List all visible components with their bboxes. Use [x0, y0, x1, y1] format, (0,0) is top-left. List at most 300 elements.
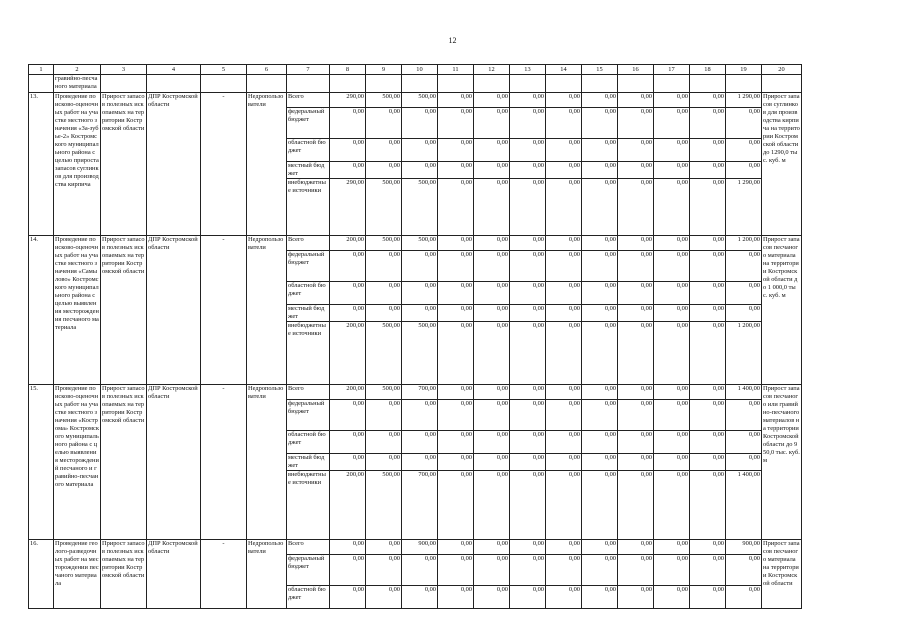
table-row	[29, 236, 802, 251]
amount-cell: 200,00	[330, 385, 366, 400]
amount-cell: 0,00	[474, 385, 510, 400]
program-table	[28, 64, 802, 609]
amount-cell: 0,00	[402, 305, 438, 322]
amount-cell: 0,00	[366, 139, 402, 162]
empty-cell	[330, 75, 366, 93]
amount-cell: 0,00	[690, 93, 726, 108]
co-executor: -	[201, 236, 247, 385]
header-row	[29, 65, 802, 75]
empty-cell	[366, 75, 402, 93]
amount-cell: 0,00	[510, 431, 546, 454]
amount-cell: 0,00	[654, 454, 690, 471]
amount-cell: 0,00	[510, 305, 546, 322]
participants: Недропользователи	[247, 236, 287, 385]
amount-cell: 0,00	[546, 471, 582, 540]
amount-cell: 0,00	[474, 93, 510, 108]
row-number: 14.	[29, 236, 54, 385]
amount-cell: 0,00	[474, 251, 510, 282]
column-number: 20	[762, 65, 802, 75]
column-number: 2	[54, 65, 101, 75]
amount-cell: 0,00	[546, 93, 582, 108]
amount-cell: 0,00	[690, 540, 726, 555]
amount-cell: 0,00	[654, 305, 690, 322]
funding-source: местный бюджет	[287, 162, 330, 179]
empty-cell	[618, 75, 654, 93]
amount-cell: 0,00	[438, 431, 474, 454]
amount-cell: 0,00	[582, 322, 618, 385]
amount-cell: 0,00	[330, 162, 366, 179]
amount-cell: 0,00	[582, 282, 618, 305]
amount-cell: 0,00	[474, 322, 510, 385]
amount-cell: 0,00	[582, 251, 618, 282]
amount-cell: 0,00	[690, 322, 726, 385]
amount-cell: 0,00	[510, 236, 546, 251]
amount-cell: 900,00	[726, 540, 762, 555]
amount-cell: 0,00	[726, 251, 762, 282]
amount-cell: 200,00	[330, 236, 366, 251]
amount-cell: 0,00	[474, 555, 510, 586]
amount-cell: 0,00	[546, 162, 582, 179]
measure-goal: Прирост запасов полезных ископаемых на территории Костромской области	[101, 93, 147, 236]
amount-cell: 0,00	[582, 400, 618, 431]
amount-cell: 0,00	[366, 586, 402, 609]
amount-cell: 0,00	[618, 471, 654, 540]
measure-title: Проведение поисково-оценочных работ на участке местного значения «Самылово» Костромского муниципального района с целью выявления месторождения песчаного материала	[54, 236, 101, 385]
measure-goal: Прирост запасов полезных ископаемых на территории Костромской области	[101, 236, 147, 385]
amount-cell: 0,00	[438, 179, 474, 236]
column-number: 6	[247, 65, 287, 75]
amount-cell: 0,00	[510, 108, 546, 139]
amount-cell: 0,00	[546, 322, 582, 385]
column-number: 4	[147, 65, 201, 75]
amount-cell: 0,00	[582, 305, 618, 322]
measure-title: Проведение геолого-разведочных работ на месторождении песчаного материала	[54, 540, 101, 609]
column-number: 18	[690, 65, 726, 75]
amount-cell: 0,00	[582, 431, 618, 454]
amount-cell: 0,00	[510, 454, 546, 471]
amount-cell: 0,00	[366, 540, 402, 555]
amount-cell: 0,00	[402, 139, 438, 162]
amount-cell: 0,00	[330, 586, 366, 609]
amount-cell: 500,00	[366, 322, 402, 385]
amount-cell: 0,00	[438, 586, 474, 609]
amount-cell: 0,00	[510, 251, 546, 282]
funding-source: федеральный бюджет	[287, 400, 330, 431]
amount-cell: 0,00	[690, 305, 726, 322]
amount-cell: 0,00	[510, 400, 546, 431]
amount-cell: 0,00	[654, 162, 690, 179]
amount-cell: 0,00	[690, 282, 726, 305]
amount-cell: 0,00	[510, 555, 546, 586]
amount-cell: 0,00	[402, 555, 438, 586]
amount-cell: 0,00	[546, 555, 582, 586]
amount-cell: 0,00	[366, 305, 402, 322]
amount-cell: 0,00	[582, 139, 618, 162]
amount-cell: 0,00	[618, 555, 654, 586]
amount-cell: 0,00	[690, 586, 726, 609]
amount-cell: 0,00	[654, 93, 690, 108]
amount-cell: 0,00	[366, 162, 402, 179]
amount-cell: 0,00	[510, 139, 546, 162]
amount-cell: 500,00	[366, 93, 402, 108]
amount-cell: 0,00	[438, 305, 474, 322]
amount-cell: 0,00	[474, 139, 510, 162]
amount-cell: 0,00	[690, 251, 726, 282]
funding-source: федеральный бюджет	[287, 108, 330, 139]
column-number: 14	[546, 65, 582, 75]
amount-cell: 0,00	[618, 400, 654, 431]
amount-cell: 500,00	[366, 385, 402, 400]
amount-cell: 0,00	[546, 282, 582, 305]
amount-cell: 0,00	[726, 555, 762, 586]
column-number: 1	[29, 65, 54, 75]
column-number: 13	[510, 65, 546, 75]
amount-cell: 0,00	[654, 385, 690, 400]
amount-cell: 0,00	[474, 454, 510, 471]
amount-cell: 0,00	[654, 236, 690, 251]
table-row	[29, 385, 802, 400]
table-row	[29, 93, 802, 108]
amount-cell: 0,00	[690, 236, 726, 251]
amount-cell: 0,00	[546, 385, 582, 400]
empty-cell	[474, 75, 510, 93]
amount-cell: 0,00	[438, 108, 474, 139]
amount-cell: 0,00	[618, 251, 654, 282]
amount-cell: 0,00	[474, 400, 510, 431]
empty-cell	[402, 75, 438, 93]
amount-cell: 1 400,00	[726, 385, 762, 400]
amount-cell: 200,00	[330, 471, 366, 540]
amount-cell: 0,00	[690, 179, 726, 236]
amount-cell: 0,00	[618, 139, 654, 162]
funding-source: областной бюджет	[287, 431, 330, 454]
amount-cell: 0,00	[438, 93, 474, 108]
empty-cell	[690, 75, 726, 93]
funding-source: местный бюджет	[287, 305, 330, 322]
amount-cell: 0,00	[510, 93, 546, 108]
amount-cell: 0,00	[546, 236, 582, 251]
column-number: 10	[402, 65, 438, 75]
empty-cell	[726, 75, 762, 93]
funding-source: Всего	[287, 540, 330, 555]
amount-cell: 0,00	[618, 431, 654, 454]
amount-cell: 0,00	[402, 400, 438, 431]
funding-source: областной бюджет	[287, 282, 330, 305]
amount-cell: 0,00	[726, 305, 762, 322]
amount-cell: 0,00	[726, 139, 762, 162]
amount-cell: 0,00	[618, 236, 654, 251]
amount-cell: 0,00	[330, 454, 366, 471]
amount-cell: 0,00	[618, 586, 654, 609]
amount-cell: 0,00	[438, 471, 474, 540]
amount-cell: 0,00	[582, 385, 618, 400]
amount-cell: 0,00	[366, 431, 402, 454]
amount-cell: 0,00	[438, 540, 474, 555]
amount-cell: 0,00	[546, 400, 582, 431]
executor: ДПР Костромской области	[147, 236, 201, 385]
column-number: 16	[618, 65, 654, 75]
page-number: 12	[448, 36, 457, 45]
amount-cell: 500,00	[402, 236, 438, 251]
amount-cell: 0,00	[582, 236, 618, 251]
amount-cell: 0,00	[510, 385, 546, 400]
funding-source: местный бюджет	[287, 454, 330, 471]
amount-cell: 0,00	[654, 540, 690, 555]
amount-cell: 0,00	[654, 586, 690, 609]
amount-cell: 0,00	[654, 282, 690, 305]
executor: ДПР Костромской области	[147, 540, 201, 609]
amount-cell: 0,00	[582, 454, 618, 471]
amount-cell: 0,00	[618, 93, 654, 108]
empty-cell	[510, 75, 546, 93]
measure-goal: Прирост запасов полезных ископаемых на территории Костромской области	[101, 540, 147, 609]
amount-cell: 0,00	[438, 454, 474, 471]
empty-cell	[247, 75, 287, 93]
amount-cell: 0,00	[618, 454, 654, 471]
measure-goal: Прирост запасов полезных ископаемых на территории Костромской области	[101, 385, 147, 540]
amount-cell: 0,00	[438, 251, 474, 282]
amount-cell: 0,00	[654, 108, 690, 139]
amount-cell: 0,00	[726, 431, 762, 454]
amount-cell: 500,00	[366, 236, 402, 251]
empty-cell	[438, 75, 474, 93]
amount-cell: 0,00	[726, 162, 762, 179]
amount-cell: 0,00	[690, 385, 726, 400]
amount-cell: 0,00	[402, 431, 438, 454]
amount-cell: 0,00	[654, 251, 690, 282]
amount-cell: 290,00	[330, 93, 366, 108]
amount-cell: 500,00	[402, 179, 438, 236]
amount-cell: 0,00	[510, 322, 546, 385]
column-number: 19	[726, 65, 762, 75]
amount-cell: 700,00	[402, 471, 438, 540]
empty-cell	[654, 75, 690, 93]
amount-cell: 0,00	[546, 251, 582, 282]
amount-cell: 0,00	[510, 179, 546, 236]
co-executor: -	[201, 93, 247, 236]
amount-cell: 0,00	[474, 179, 510, 236]
measure-title: Проведение поисково-оценочных работ на участке местного значения «Кострома» Костромского муниципального района с целью выявления месторождений песчаного и гравийно-песчаного материала	[54, 385, 101, 540]
co-executor: -	[201, 540, 247, 609]
amount-cell: 0,00	[366, 282, 402, 305]
empty-cell	[762, 75, 802, 93]
column-number: 17	[654, 65, 690, 75]
amount-cell: 0,00	[330, 139, 366, 162]
amount-cell: 1 400,00	[726, 471, 762, 540]
amount-cell: 0,00	[690, 139, 726, 162]
amount-cell: 0,00	[330, 282, 366, 305]
amount-cell: 0,00	[330, 400, 366, 431]
amount-cell: 0,00	[402, 282, 438, 305]
amount-cell: 0,00	[618, 322, 654, 385]
amount-cell: 0,00	[438, 236, 474, 251]
amount-cell: 0,00	[330, 108, 366, 139]
amount-cell: 0,00	[510, 282, 546, 305]
amount-cell: 0,00	[438, 385, 474, 400]
amount-cell: 0,00	[726, 586, 762, 609]
funding-source: областной бюджет	[287, 586, 330, 609]
amount-cell: 0,00	[438, 555, 474, 586]
amount-cell: 0,00	[330, 555, 366, 586]
expected-result: Прирост запасов песчаного материала на территории Костромской области	[762, 540, 802, 609]
co-executor: -	[201, 385, 247, 540]
funding-source: внебюджетные источники	[287, 471, 330, 540]
amount-cell: 0,00	[690, 454, 726, 471]
amount-cell: 0,00	[546, 179, 582, 236]
amount-cell: 290,00	[330, 179, 366, 236]
amount-cell: 900,00	[402, 540, 438, 555]
participants: Недропользователи	[247, 93, 287, 236]
amount-cell: 0,00	[366, 555, 402, 586]
amount-cell: 0,00	[546, 139, 582, 162]
amount-cell: 0,00	[582, 471, 618, 540]
amount-cell: 0,00	[618, 540, 654, 555]
amount-cell: 0,00	[402, 251, 438, 282]
empty-cell	[201, 75, 247, 93]
empty-cell	[546, 75, 582, 93]
funding-source: областной бюджет	[287, 139, 330, 162]
amount-cell: 0,00	[474, 586, 510, 609]
amount-cell: 0,00	[618, 108, 654, 139]
amount-cell: 0,00	[474, 236, 510, 251]
amount-cell: 1 200,00	[726, 236, 762, 251]
empty-cell	[147, 75, 201, 93]
amount-cell: 0,00	[582, 540, 618, 555]
amount-cell: 0,00	[654, 431, 690, 454]
executor: ДПР Костромской области	[147, 93, 201, 236]
amount-cell: 0,00	[546, 305, 582, 322]
amount-cell: 0,00	[474, 305, 510, 322]
table-row	[29, 540, 802, 555]
amount-cell: 0,00	[726, 454, 762, 471]
amount-cell: 0,00	[474, 108, 510, 139]
amount-cell: 700,00	[402, 385, 438, 400]
empty-cell	[101, 75, 147, 93]
empty-cell	[582, 75, 618, 93]
amount-cell: 500,00	[402, 93, 438, 108]
amount-cell: 1 290,00	[726, 93, 762, 108]
amount-cell: 0,00	[726, 282, 762, 305]
participants: Недропользователи	[247, 385, 287, 540]
funding-source: Всего	[287, 385, 330, 400]
expected-result: Прирост запасов песчаного материала на территории Костромской области до 1 000,0 тыс. куб. м	[762, 236, 802, 385]
amount-cell: 0,00	[438, 282, 474, 305]
column-number: 11	[438, 65, 474, 75]
amount-cell: 0,00	[690, 162, 726, 179]
column-number: 15	[582, 65, 618, 75]
amount-cell: 0,00	[690, 431, 726, 454]
measure-title: Проведение поисково-оценочных работ на участке местного значения «За-зубье-2» Костромского муниципального района с целью прироста запасов суглинков для производства кирпича	[54, 93, 101, 236]
funding-source: Всего	[287, 236, 330, 251]
amount-cell: 0,00	[366, 108, 402, 139]
amount-cell: 0,00	[474, 431, 510, 454]
amount-cell: 0,00	[618, 305, 654, 322]
column-number: 12	[474, 65, 510, 75]
amount-cell: 0,00	[546, 108, 582, 139]
amount-cell: 0,00	[438, 162, 474, 179]
amount-cell: 0,00	[438, 139, 474, 162]
amount-cell: 0,00	[654, 555, 690, 586]
amount-cell: 0,00	[546, 454, 582, 471]
column-number: 7	[287, 65, 330, 75]
amount-cell: 0,00	[654, 471, 690, 540]
amount-cell: 0,00	[726, 400, 762, 431]
amount-cell: 0,00	[690, 471, 726, 540]
amount-cell: 0,00	[618, 385, 654, 400]
amount-cell: 500,00	[366, 471, 402, 540]
amount-cell: 0,00	[582, 586, 618, 609]
amount-cell: 0,00	[330, 305, 366, 322]
expected-result: Прирост запасов песчаного или гравийно-песчаного материалов на территории Костромской области до 950,0 тыс. куб. м	[762, 385, 802, 540]
empty-cell	[287, 75, 330, 93]
funding-source: внебюджетные источники	[287, 322, 330, 385]
amount-cell: 0,00	[330, 251, 366, 282]
amount-cell: 0,00	[726, 108, 762, 139]
funding-source: федеральный бюджет	[287, 555, 330, 586]
amount-cell: 0,00	[402, 586, 438, 609]
amount-cell: 0,00	[654, 322, 690, 385]
amount-cell: 0,00	[618, 282, 654, 305]
funding-source: федеральный бюджет	[287, 251, 330, 282]
amount-cell: 0,00	[366, 400, 402, 431]
amount-cell: 0,00	[474, 282, 510, 305]
continuation-row	[29, 75, 802, 93]
amount-cell: 0,00	[582, 108, 618, 139]
amount-cell: 0,00	[582, 179, 618, 236]
amount-cell: 0,00	[690, 108, 726, 139]
amount-cell: 200,00	[330, 322, 366, 385]
column-number: 3	[101, 65, 147, 75]
continuation-text: гравийно-песчаного материала	[54, 75, 101, 93]
amount-cell: 0,00	[510, 162, 546, 179]
amount-cell: 0,00	[546, 431, 582, 454]
column-number: 9	[366, 65, 402, 75]
amount-cell: 0,00	[438, 400, 474, 431]
amount-cell: 0,00	[690, 555, 726, 586]
row-number: 16.	[29, 540, 54, 609]
amount-cell: 0,00	[690, 400, 726, 431]
amount-cell: 0,00	[510, 586, 546, 609]
amount-cell: 0,00	[582, 555, 618, 586]
amount-cell: 500,00	[366, 179, 402, 236]
amount-cell: 0,00	[654, 400, 690, 431]
amount-cell: 0,00	[474, 162, 510, 179]
amount-cell: 0,00	[330, 540, 366, 555]
amount-cell: 0,00	[402, 162, 438, 179]
amount-cell: 500,00	[402, 322, 438, 385]
amount-cell: 0,00	[330, 431, 366, 454]
funding-source: внебюджетные источники	[287, 179, 330, 236]
amount-cell: 0,00	[618, 162, 654, 179]
empty-cell	[29, 75, 54, 93]
amount-cell: 0,00	[402, 454, 438, 471]
amount-cell: 0,00	[582, 93, 618, 108]
executor: ДПР Костромской области	[147, 385, 201, 540]
amount-cell: 0,00	[366, 454, 402, 471]
amount-cell: 0,00	[474, 471, 510, 540]
amount-cell: 1 200,00	[726, 322, 762, 385]
amount-cell: 0,00	[510, 540, 546, 555]
amount-cell: 1 290,00	[726, 179, 762, 236]
column-number: 8	[330, 65, 366, 75]
column-number: 5	[201, 65, 247, 75]
amount-cell: 0,00	[654, 179, 690, 236]
amount-cell: 0,00	[402, 108, 438, 139]
amount-cell: 0,00	[582, 162, 618, 179]
row-number: 13.	[29, 93, 54, 236]
amount-cell: 0,00	[618, 179, 654, 236]
amount-cell: 0,00	[366, 251, 402, 282]
